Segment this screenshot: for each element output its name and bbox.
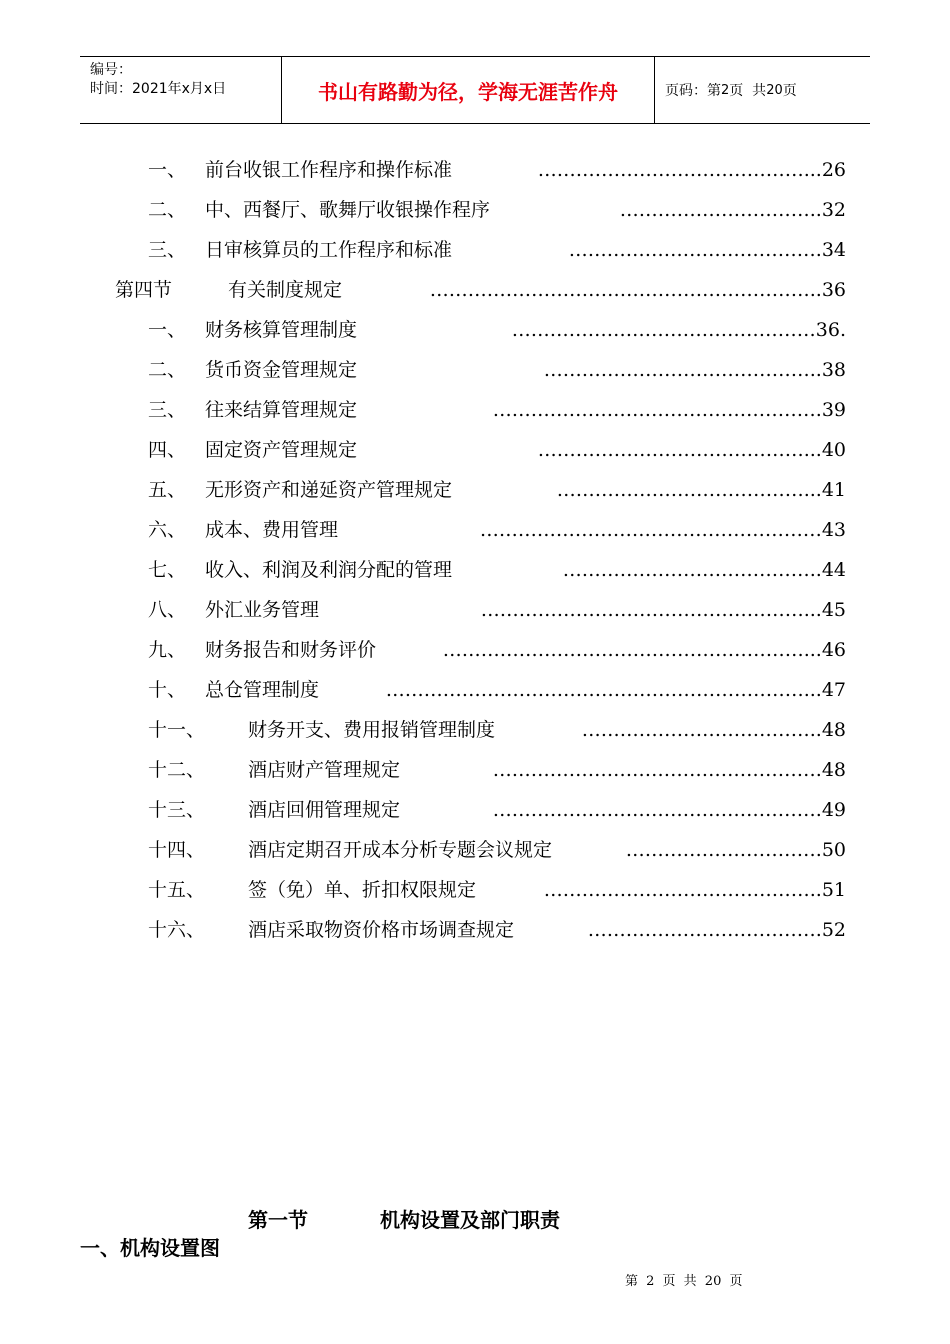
toc-entry-number: 八、 [148,599,187,621]
toc-entry-number: 六、 [148,519,187,541]
toc-entry-leader-page: ……………………………………..38 [543,359,846,381]
toc-entry-title: 货币资金管理规定 [205,359,358,381]
toc-entry[interactable] [0,550,950,590]
toc-entry-title: 酒店定期召开成本分析专题会议规定 [248,839,553,861]
section-heading [0,1198,950,1232]
toc-entry-leader-page: …………………………..32 [619,199,846,221]
toc-entry[interactable] [0,790,950,830]
toc-entry-number: 第四节 [115,279,173,301]
toc-entry-title: 无形资产和递延资产管理规定 [205,479,453,501]
page-suffix: 页 [782,83,797,99]
toc-entry[interactable] [0,750,950,790]
toc-entry[interactable] [0,590,950,630]
section-number: 第一节 [248,1208,308,1232]
toc-entry-leader-page: ……………………………….52 [587,919,846,941]
toc-entry-title: 固定资产管理规定 [205,439,358,461]
toc-entry-number: 一、 [148,319,187,341]
toc-entry-number: 九、 [148,639,187,661]
toc-entry[interactable] [0,310,950,350]
toc-entry-number: 五、 [148,479,187,501]
toc-entry-leader-page: …………………………………...41 [556,479,846,501]
header-page-number [655,57,870,123]
toc-entry-number: 三、 [148,399,187,421]
toc-entry-title: 有关制度规定 [228,279,343,301]
toc-entry-leader-page: ………………………………..48 [581,719,846,741]
toc-entry-number: 七、 [148,559,187,581]
header-motto: 书山有路勤为径，学海无涯苦作舟 [282,57,655,123]
toc-entry-number: 四、 [148,439,187,461]
toc-entry[interactable] [0,710,950,750]
toc-entry[interactable] [0,870,950,910]
date-line: 时间：2021年x月x日 [90,81,227,97]
header-meta [80,57,282,123]
toc-entry-leader-page: ……………………………………...26 [537,159,846,181]
toc-entry-title: 收入、利润及利润分配的管理 [205,559,453,581]
toc-entry-leader-page: ………………………………….34 [568,239,846,261]
toc-entry[interactable] [0,910,950,950]
code-label: 编号： [90,62,132,78]
toc-entry-title: 前台收银工作程序和操作标准 [205,159,453,181]
toc-entry-leader-page: …………………………………..44 [562,559,846,581]
toc-entry-title: 财务开支、费用报销管理制度 [248,719,496,741]
page-mid: 页 共 [729,83,767,99]
toc-entry[interactable] [0,470,950,510]
toc-entry-number: 一、 [148,159,187,181]
toc-entry-leader-page: ……………………………………………...45 [480,599,846,621]
toc-entry-title: 酒店回佣管理规定 [248,799,401,821]
toc-entry-number: 十四、 [148,839,206,861]
toc-entry-number: 十三、 [148,799,206,821]
page-current: 2 [721,82,730,98]
toc-entry[interactable] [0,230,950,270]
section-name: 机构设置及部门职责 [380,1208,560,1232]
toc-entry-title: 酒店采取物资价格市场调查规定 [248,919,515,941]
toc-entry-number: 十二、 [148,759,206,781]
toc-entry-title: 外汇业务管理 [205,599,320,621]
toc-entry[interactable] [0,830,950,870]
toc-entry-number: 十一、 [148,719,206,741]
toc-entry-leader-page: ………………………….50 [625,839,846,861]
toc-entry[interactable] [0,270,950,310]
toc-entry[interactable] [0,190,950,230]
page-header [80,56,870,124]
toc-entry-title: 签（免）单、折扣权限规定 [248,879,477,901]
toc-entry-title: 财务核算管理制度 [205,319,358,341]
toc-entry-leader-page: ………………………………………………43 [479,519,846,541]
toc-entry[interactable] [0,670,950,710]
toc-entry-title: 成本、费用管理 [205,519,339,541]
toc-entry-title: 财务报告和财务评价 [205,639,377,661]
toc-entry-number: 十、 [148,679,187,701]
toc-entry-title: 中、西餐厅、歌舞厅收银操作程序 [205,199,491,221]
page-footer: 第 2 页 共 20 页 [625,1274,743,1289]
toc-entry-title: 总仓管理制度 [205,679,320,701]
toc-entry-number: 三、 [148,239,187,261]
toc-entry-leader-page: …………………………………………….49 [492,799,846,821]
page-prefix: 页码：第 [665,83,721,99]
toc-entry-leader-page: ……………………………………………………..36 [429,279,846,301]
toc-entry[interactable] [0,630,950,670]
toc-entry-leader-page: …………………………………………….39 [492,399,846,421]
subsection-heading: 一、机构设置图 [80,1236,220,1260]
toc-entry[interactable] [0,390,950,430]
toc-entry[interactable] [0,430,950,470]
toc-entry-number: 二、 [148,359,187,381]
toc-entry-leader-page: …………………………………………36. [511,319,846,341]
toc-entry-title: 酒店财产管理规定 [248,759,401,781]
toc-entry-leader-page: …………………………………………………...46 [442,639,846,661]
toc-entry[interactable] [0,350,950,390]
toc-entry[interactable] [0,510,950,550]
toc-entry-number: 二、 [148,199,187,221]
page-total: 20 [766,82,783,98]
toc-entry-leader-page: …………………………………………….48 [492,759,846,781]
toc-entry-leader-page: …………………………………………………………...47 [385,679,846,701]
toc-entry-leader-page: ……………………………………...40 [537,439,846,461]
toc-entry-leader-page: ……………………………………..51 [543,879,846,901]
toc-entry[interactable] [0,150,950,190]
toc-entry-number: 十六、 [148,919,206,941]
toc-entry-title: 往来结算管理规定 [205,399,358,421]
toc-entry-number: 十五、 [148,879,206,901]
toc-entry-title: 日审核算员的工作程序和标准 [205,239,453,261]
